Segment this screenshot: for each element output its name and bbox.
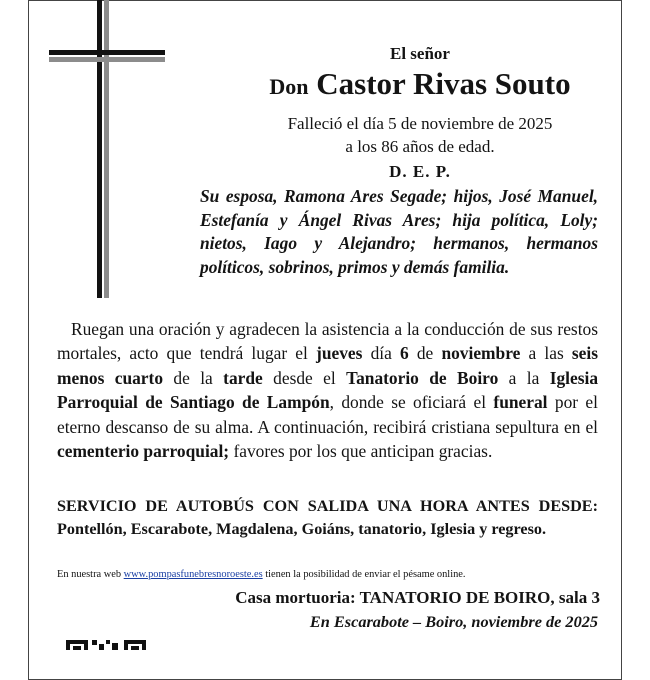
deceased-name bbox=[230, 66, 610, 102]
family-paragraph: Su esposa, Ramona Ares Segade; hijos, José Manuel, Estefanía y Ángel Rivas Ares; hija política, Loly; nietos, Iago y Alejandro; hermanos, hermanos políticos, sobrinos, primos y demás familia. bbox=[200, 186, 598, 277]
title-label: El señor bbox=[390, 44, 450, 63]
website-link[interactable]: www.pompasfunebresnoroeste.es bbox=[123, 569, 263, 580]
age-line: a los 86 años de edad. bbox=[345, 137, 495, 156]
honorific: Don bbox=[269, 74, 309, 99]
name-text: Castor Rivas Souto bbox=[316, 66, 571, 101]
qr-code-icon bbox=[66, 640, 150, 650]
ceremony-paragraph: Ruegan una oración y agradecen la asistencia a la conducción de sus restos mortales, acto que tendrá lugar el jueves día 6 de noviembre a las seis menos cuarto de la tarde desde el Tanatorio de Boiro a la Iglesia Parroquial de Santiago de Lampón, donde se oficiará el funeral por el eterno descanso de su alma. A continuación, recibirá cristiana sepultura en el cementerio parroquial; favores por los que anticipan gracias. bbox=[57, 319, 599, 462]
web-notice: En nuestra web www.pompasfunebresnoroeste.es tienen la posibilidad de enviar el pésame online. bbox=[57, 569, 466, 580]
cross-icon bbox=[48, 0, 166, 300]
death-date-line: Falleció el día 5 de noviembre de 2025 bbox=[287, 114, 553, 133]
casa-mortuoria: Casa mortuoria: TANATORIO DE BOIRO, sala 3 bbox=[235, 588, 600, 607]
bus-service-notice: SERVICIO DE AUTOBÚS CON SALIDA UNA HORA ANTES DESDE: Pontellón, Escarabote, Magdalena, Goiáns, tanatorio, Iglesia y regreso. bbox=[57, 497, 598, 538]
place-date: En Escarabote – Boiro, noviembre de 2025 bbox=[309, 612, 598, 631]
dep-label: D. E. P. bbox=[389, 162, 451, 181]
